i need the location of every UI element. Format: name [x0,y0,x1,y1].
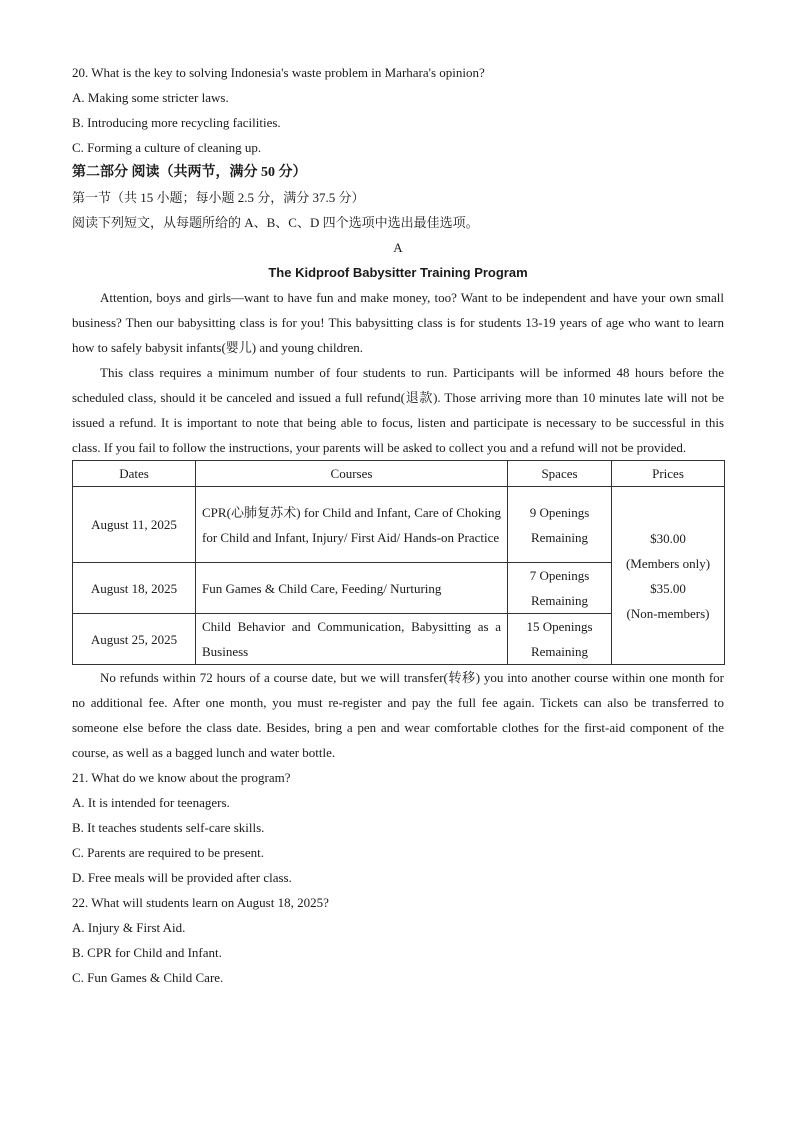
section-subtitle: 第一节（共 15 小题；每小题 2.5 分，满分 37.5 分） [72,190,365,205]
q20-option-c: C. Forming a culture of cleaning up. [72,140,262,155]
header-dates: Dates [73,461,196,487]
row-date: August 25, 2025 [73,614,196,665]
q22-option-b: B. CPR for Child and Infant. [72,945,222,960]
q20-option-a: A. Making some stricter laws. [72,90,229,105]
exam-page [72,60,724,990]
row-spaces: 15 Openings Remaining [508,614,612,665]
passage-title: The Kidproof Babysitter Training Program [268,265,528,280]
q21-option-a: A. It is intended for teenagers. [72,795,230,810]
passage-paragraph-1: Attention, boys and girls—want to have fun and make money, too? Want to be independent and have your own small business? Then our babysitting class is for you! This babysitting class is for students 13-19 years of age who want to learn how to safely babysit infants(婴儿) and young children. [72,290,724,355]
price-members-note: (Members only) [625,555,711,571]
q22-question: 22. What will students learn on August 18, 2025? [72,895,329,910]
q21-option-b: B. It teaches students self-care skills. [72,820,265,835]
header-prices: Prices [612,461,725,487]
price-members: $30.00 [650,530,686,546]
section-title: 第二部分 阅读（共两节，满分 50 分） [72,165,307,180]
price-nonmembers-note: (Non-members) [626,605,710,621]
row-date: August 18, 2025 [73,563,196,614]
course-schedule-table [72,460,725,665]
q21-question: 21. What do we know about the program? [72,770,291,785]
row-spaces: 9 Openings Remaining [508,487,612,563]
q22-option-c: C. Fun Games & Child Care. [72,970,224,985]
passage-paragraph-3: No refunds within 72 hours of a course date, but we will transfer(转移) you into another course within one month for no additional fee. After one month, you must re-register and pay the full fee again. Tickets can also be transferred to someone else before the class date. Besides, bring a pen and wear comfortable clothes for the first-aid component of the course, as well as a bagged lunch and water bottle. [72,670,724,760]
row-spaces: 7 Openings Remaining [508,563,612,614]
q21-option-d: D. Free meals will be provided after class. [72,870,292,885]
header-spaces: Spaces [508,461,612,487]
row-date: August 11, 2025 [73,487,196,563]
header-courses: Courses [196,461,508,487]
q20-question: 20. What is the key to solving Indonesia's waste problem in Marhara's opinion? [72,65,485,80]
section-instruction: 阅读下列短文，从每题所给的 A、B、C、D 四个选项中选出最佳选项。 [72,215,479,230]
row-course: Fun Games & Child Care, Feeding/ Nurturing [196,563,508,614]
row-course: Child Behavior and Communication, Babysitting as a Business [196,614,508,665]
table-header-row [73,461,725,487]
row-course: CPR(心肺复苏术) for Child and Infant, Care of Choking for Child and Infant, Injury/ First Aid/ Hands-on Practice [196,487,508,563]
price-nonmembers: $35.00 [650,580,686,596]
table-row [73,487,725,563]
q21-option-c: C. Parents are required to be present. [72,845,265,860]
q22-option-a: A. Injury & First Aid. [72,920,186,935]
passage-paragraph-2: This class requires a minimum number of four students to run. Participants will be informed 48 hours before the scheduled class, should it be canceled and issued a full refund(退款). Those arriving more than 10 minutes late will not be issued a refund. It is important to note that being able to focus, listen and participate is necessary to be successful in this class. If you fail to follow the instructions, your parents will be asked to collect you and a refund will not be provided. [72,365,724,455]
q20-option-b: B. Introducing more recycling facilities. [72,115,281,130]
passage-letter: A [393,240,403,255]
prices-cell [612,487,725,665]
